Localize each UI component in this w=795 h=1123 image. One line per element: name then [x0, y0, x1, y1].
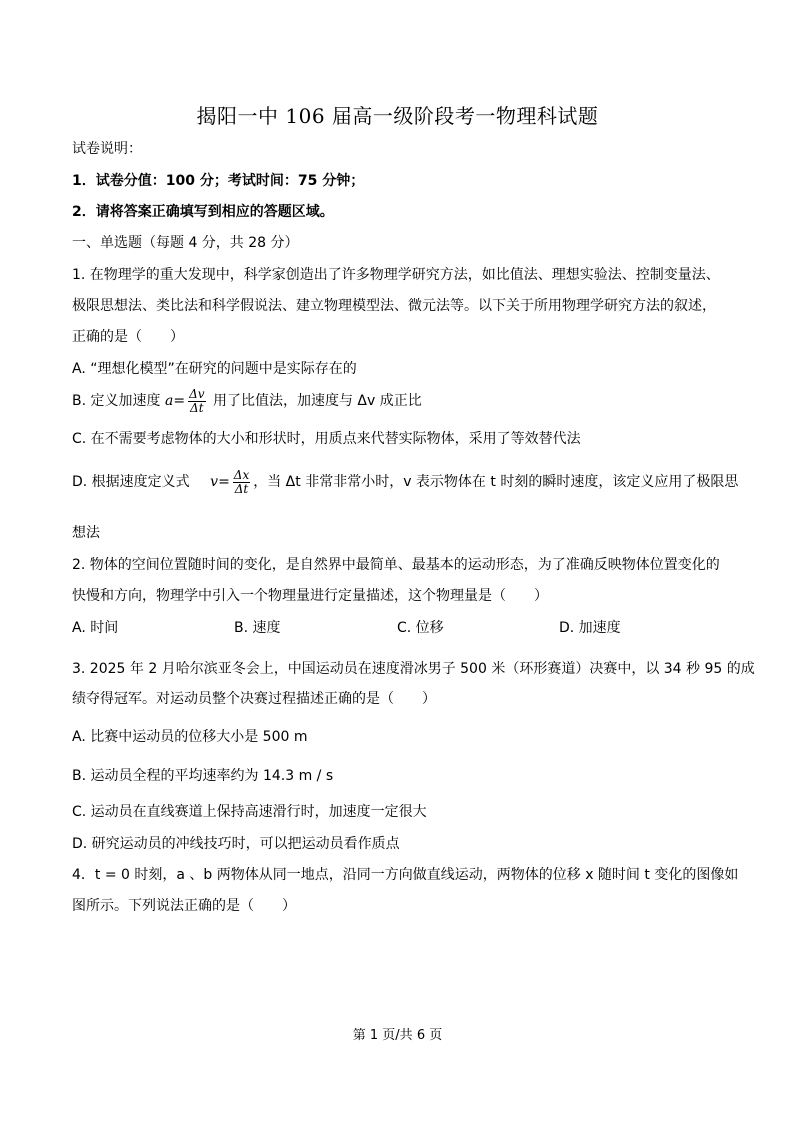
q1-option-d-variable: v	[210, 474, 219, 490]
q4-stem-line-2: 图所示。下列说法正确的是（ ）	[72, 898, 296, 914]
q1-option-d-fraction	[233, 469, 250, 496]
q2-option-d: D. 加速度	[559, 620, 621, 636]
q1-option-b-numerator: Δv	[189, 386, 205, 401]
q1-option-c: C. 在不需要考虑物体的大小和形状时，用质点来代替实际物体，采用了等效替代法	[72, 431, 581, 447]
q1-option-b-suffix: 用了比值法，加速度与 Δv 成正比	[212, 393, 422, 409]
q1-stem-line-3: 正确的是（ ）	[72, 329, 184, 345]
q1-option-d-equals: =	[218, 474, 230, 490]
q1-option-d-numerator: Δx	[233, 467, 250, 482]
q3-option-b: B. 运动员全程的平均速率约为 14.3 m / s	[72, 768, 334, 784]
q1-option-d-continued: 想法	[72, 525, 100, 541]
q1-option-a: A. “理想化模型”在研究的问题中是实际存在的	[72, 361, 357, 377]
instructions-heading: 试卷说明：	[72, 141, 142, 157]
q2-option-b: B. 速度	[234, 620, 281, 636]
q2-stem-line-1: 2. 物体的空间位置随时间的变化，是自然界中最简单、最基本的运动形态，为了准确反映物体位置变化的	[72, 557, 720, 573]
q1-stem-line-2: 极限思想法、类比法和科学假说法、建立物理模型法、微元法等。以下关于所用物理学研究方法的叙述，	[72, 298, 716, 314]
q4-stem-line-1: 4．t = 0 时刻，a 、b 两物体从同一地点，沿同一方向做直线运动，两物体的位移 x 随时间 t 变化的图像如	[72, 867, 739, 883]
q1-option-d	[72, 462, 738, 502]
q1-option-d-suffix: ，当 Δt 非常非常小时，v 表示物体在 t 时刻的瞬时速度，该定义应用了极限思	[253, 474, 739, 490]
instruction-item-1: 1．试卷分值：100 分；考试时间：75 分钟；	[72, 173, 365, 189]
q1-option-b-variable: a	[164, 393, 174, 409]
page-title: 揭阳一中 106 届高一级阶段考一物理科试题	[196, 104, 599, 128]
q2-option-c: C. 位移	[397, 620, 444, 636]
q1-stem-line-1: 1. 在物理学的重大发现中，科学家创造出了许多物理学研究方法，如比值法、理想实验法、控制变量法、	[72, 267, 720, 283]
q1-option-d-prefix: D. 根据速度定义式	[72, 474, 190, 490]
q1-option-d-denominator: Δt	[234, 481, 249, 496]
q2-stem-line-2: 快慢和方向，物理学中引入一个物理量进行定量描述，这个物理量是（ ）	[72, 588, 548, 604]
q1-option-b-prefix: B. 定义加速度	[72, 393, 161, 409]
instruction-item-2: 2．请将答案正确填写到相应的答题区域。	[72, 204, 334, 220]
q2-option-a: A. 时间	[72, 620, 119, 636]
page-footer: 第 1 页/共 6 页	[352, 1028, 443, 1043]
q3-stem-line-1: 3. 2025 年 2 月哈尔滨亚冬会上，中国运动员在速度滑冰男子 500 米（环形赛道）决赛中，以 34 秒 95 的成	[72, 661, 755, 677]
q1-option-b-fraction	[188, 388, 205, 415]
q1-option-b-denominator: Δt	[190, 400, 204, 415]
q3-option-d: D. 研究运动员的冲线技巧时，可以把运动员看作质点	[72, 836, 400, 852]
q1-option-b-equals: =	[173, 393, 186, 409]
q3-stem-line-2: 绩夺得冠军。对运动员整个决赛过程描述正确的是（ ）	[72, 691, 436, 707]
q1-option-b	[72, 383, 422, 419]
section-heading: 一、单选题（每题 4 分，共 28 分）	[72, 235, 299, 251]
q3-option-a: A. 比赛中运动员的位移大小是 500 m	[72, 729, 308, 745]
q3-option-c: C. 运动员在直线赛道上保持高速滑行时，加速度一定很大	[72, 804, 427, 820]
